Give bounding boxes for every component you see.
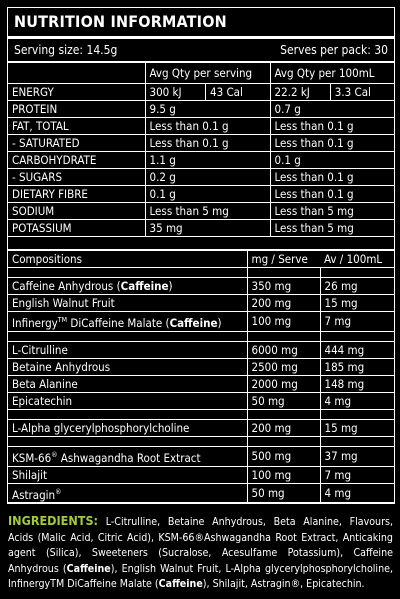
composition-name: KSM-66® Ashwagandha Root Extract [8,446,247,466]
composition-row [8,341,394,358]
per-serving-value: Less than 5 mg [145,203,270,220]
mg-per-serve: 200 mg [247,295,320,312]
nutrition-row [8,203,394,220]
mg-per-serve: 100 mg [247,466,320,483]
av-per-100ml: 7 mg [320,466,394,483]
composition-row [8,392,394,409]
composition-name: Infinergy™ DiCaffeine Malate (Caffeine) [8,312,247,332]
nutrient-name: - SUGARS [8,169,145,186]
group-gap [8,268,394,278]
col-per-serving: Avg Qty per serving [145,63,270,84]
composition-name: L-Citrulline [8,341,247,358]
ingredients-list: L-Citrulline, Betaine Anhydrous, Beta Alanine, Flavours, Acids (Malic Acid, Citric Acid), KSM-66®Ashwagandha Root Extract, Anticaking agent (Silica), Sweeteners (Sucralose, Acesulfame Potassium), Caffeine Anhydrous (Caffeine), English Walnut Fruit, L-Alpha glycerylphosphorylcholine, InfinergyTM DiCaffeine Malate (Caffeine), Shilajit, Astragin®, Epicatechin. [8,516,394,590]
composition-row [8,466,394,483]
nutrition-panel [7,7,395,504]
composition-row [8,312,394,332]
nutrition-table [8,62,394,237]
nutrition-row [8,169,394,186]
composition-name: Beta Alanine [8,375,247,392]
mg-per-serve: 200 mg [247,419,320,436]
av-per-100ml: 444 mg [320,341,394,358]
composition-row [8,483,394,503]
mg-per-serve: 50 mg [247,392,320,409]
av-per-100ml: 7 mg [320,312,394,332]
composition-name: Shilajit [8,466,247,483]
per-serving-value: 1.1 g [145,152,270,169]
composition-row [8,295,394,312]
composition-row [8,278,394,295]
per-serving-value [145,84,270,101]
mg-per-serve: 50 mg [247,483,320,503]
serves-per-pack: Serves per pack: 30 [280,43,388,57]
av-per-100ml: 15 mg [320,295,394,312]
av-per-100ml: 37 mg [320,446,394,466]
per-100ml-value: Less than 0.1 g [270,135,394,152]
per-100ml-value: 0.7 g [270,101,394,118]
composition-row [8,446,394,466]
mg-per-serve: 100 mg [247,312,320,332]
compositions-table [8,250,394,503]
composition-name: Astragin® [8,483,247,503]
composition-row [8,419,394,436]
header-mg-serve: mg / Serve [247,251,320,268]
av-per-100ml: 15 mg [320,419,394,436]
energy-kj-100ml: 22.2 kJ [274,85,310,99]
per-serving-value: 9.5 g [145,101,270,118]
nutrition-row [8,186,394,203]
nutrient-name: SODIUM [8,203,145,220]
composition-name: Betaine Anhydrous [8,358,247,375]
per-100ml-value: Less than 5 mg [270,203,394,220]
nutrition-row [8,101,394,118]
composition-row [8,375,394,392]
per-100ml-value: Less than 0.1 g [270,169,394,186]
energy-kj: 300 kJ [149,85,182,99]
nutrient-name: DIETARY FIBRE [8,186,145,203]
nutrition-row [8,135,394,152]
mg-per-serve: 500 mg [247,446,320,466]
per-serving-value: 0.1 g [145,186,270,203]
ingredients-label: INGREDIENTS: [8,513,99,528]
per-100ml-value [270,84,394,101]
nutrition-row [8,152,394,169]
av-per-100ml: 185 mg [320,358,394,375]
nutrient-name: ENERGY [8,84,145,101]
nutrient-name: POTASSIUM [8,220,145,237]
group-gap [8,331,394,341]
composition-name: English Walnut Fruit [8,295,247,312]
nutrient-name: FAT, TOTAL [8,118,145,135]
header-av-100ml: Av / 100mL [320,251,394,268]
mg-per-serve: 2000 mg [247,375,320,392]
per-serving-value: 0.2 g [145,169,270,186]
nutrient-name: PROTEIN [8,101,145,118]
panel-title: NUTRITION INFORMATION [8,8,394,39]
mg-per-serve: 2500 mg [247,358,320,375]
av-per-100ml: 26 mg [320,278,394,295]
composition-name: L-Alpha glycerylphosphorylcholine [8,419,247,436]
energy-cal: 43 Cal [205,84,266,100]
mg-per-serve: 6000 mg [247,341,320,358]
col-per-100ml: Avg Qty per 100mL [270,63,394,84]
per-100ml-value: Less than 0.1 g [270,186,394,203]
per-100ml-value: Less than 5 mg [270,220,394,237]
composition-name: Epicatechin [8,392,247,409]
av-per-100ml: 4 mg [320,483,394,503]
energy-cal-100ml: 3.3 Cal [330,84,390,100]
section-gap [8,237,394,250]
per-serving-value: Less than 0.1 g [145,135,270,152]
composition-row [8,358,394,375]
group-gap [8,436,394,446]
av-per-100ml: 4 mg [320,392,394,409]
serving-size: Serving size: 14.5g [14,43,118,57]
per-serving-value: 35 mg [145,220,270,237]
nutrition-row [8,118,394,135]
serving-info [8,39,394,62]
nutrient-name: - SATURATED [8,135,145,152]
av-per-100ml: 148 mg [320,375,394,392]
nutrition-row [8,84,394,101]
compositions-header: Compositions [8,251,247,268]
nutrition-header-row [8,63,394,84]
ingredients-text [8,513,393,593]
per-100ml-value: Less than 0.1 g [270,118,394,135]
nutrient-name: CARBOHYDRATE [8,152,145,169]
group-gap [8,409,394,419]
per-serving-value: Less than 0.1 g [145,118,270,135]
compositions-header-row [8,251,394,268]
composition-name: Caffeine Anhydrous (Caffeine) [8,278,247,295]
per-100ml-value: 0.1 g [270,152,394,169]
mg-per-serve: 350 mg [247,278,320,295]
nutrition-row [8,220,394,237]
